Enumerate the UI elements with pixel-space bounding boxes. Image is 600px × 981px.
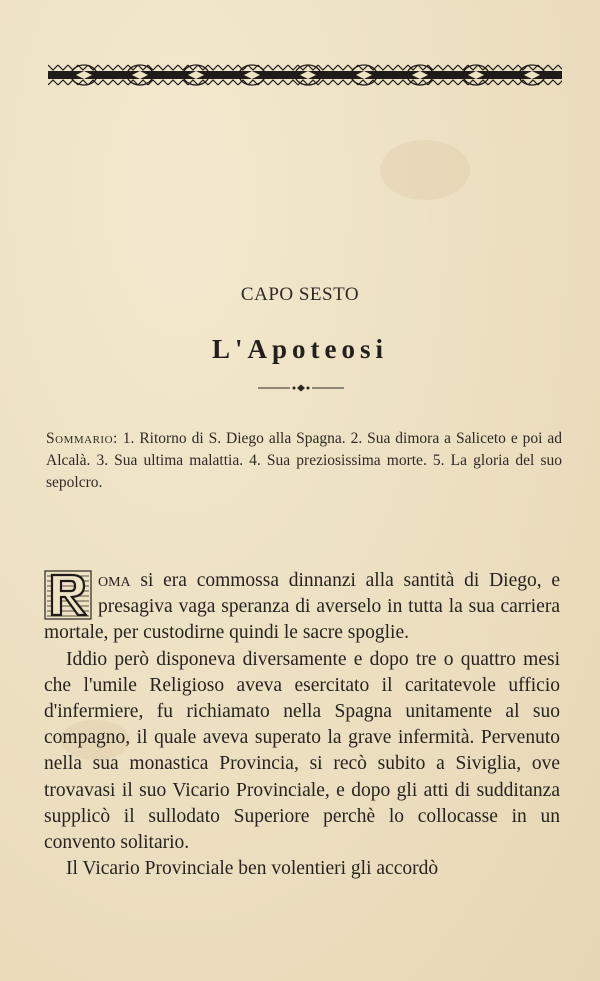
- paragraph-1: [44, 568, 560, 647]
- paragraph-1-text: si era commossa dinnanzi alla santità di Diego, e presagiva vaga speranza di averselo in tutta la sua carriera mortale, per custodirne quindi le sacre spoglie.: [44, 570, 560, 644]
- body-text: [44, 568, 560, 882]
- chapter-label: CAPO SESTO: [240, 284, 360, 305]
- fleuron-divider-icon: [256, 382, 346, 394]
- summary-text: 1. Ritorno di S. Diego alla Spagna. 2. Sua dimora a Saliceto e poi ad Alcalà. 3. Sua ultima malattia. 4. Sua preziosissima morte. 5. La gloria del suo sepolcro.: [46, 430, 562, 491]
- summary-heading: Sommario:: [46, 430, 118, 447]
- chapter-summary: [46, 428, 562, 494]
- paragraph-3: Il Vicario Provinciale ben volentieri gli accordò: [66, 858, 439, 880]
- decorated-initial-r-icon: [44, 570, 92, 620]
- ornamental-band-icon: [48, 62, 562, 88]
- paragraph-2: Iddio però disponeva diversamente e dopo tre o quattro mesi che l'umile Religioso aveva esercitato il caritatevole ufficio d'infermiere, fu richiamato nella Spagna unitamente al suo compagno, il quale aveva superato la grave infermità. Pervenuto nella sua monastica Provincia, si recò subito a Siviglia, ove trovavasi il suo Vicario Provinciale, e dopo gli atti di sudditanza supplicò il sullodato Superiore perchè lo collocasse in un convento solitario.: [44, 648, 560, 854]
- chapter-title: L'Apoteosi: [211, 334, 388, 364]
- first-word-smallcaps: oma: [98, 570, 131, 591]
- paper-stain: [380, 140, 470, 200]
